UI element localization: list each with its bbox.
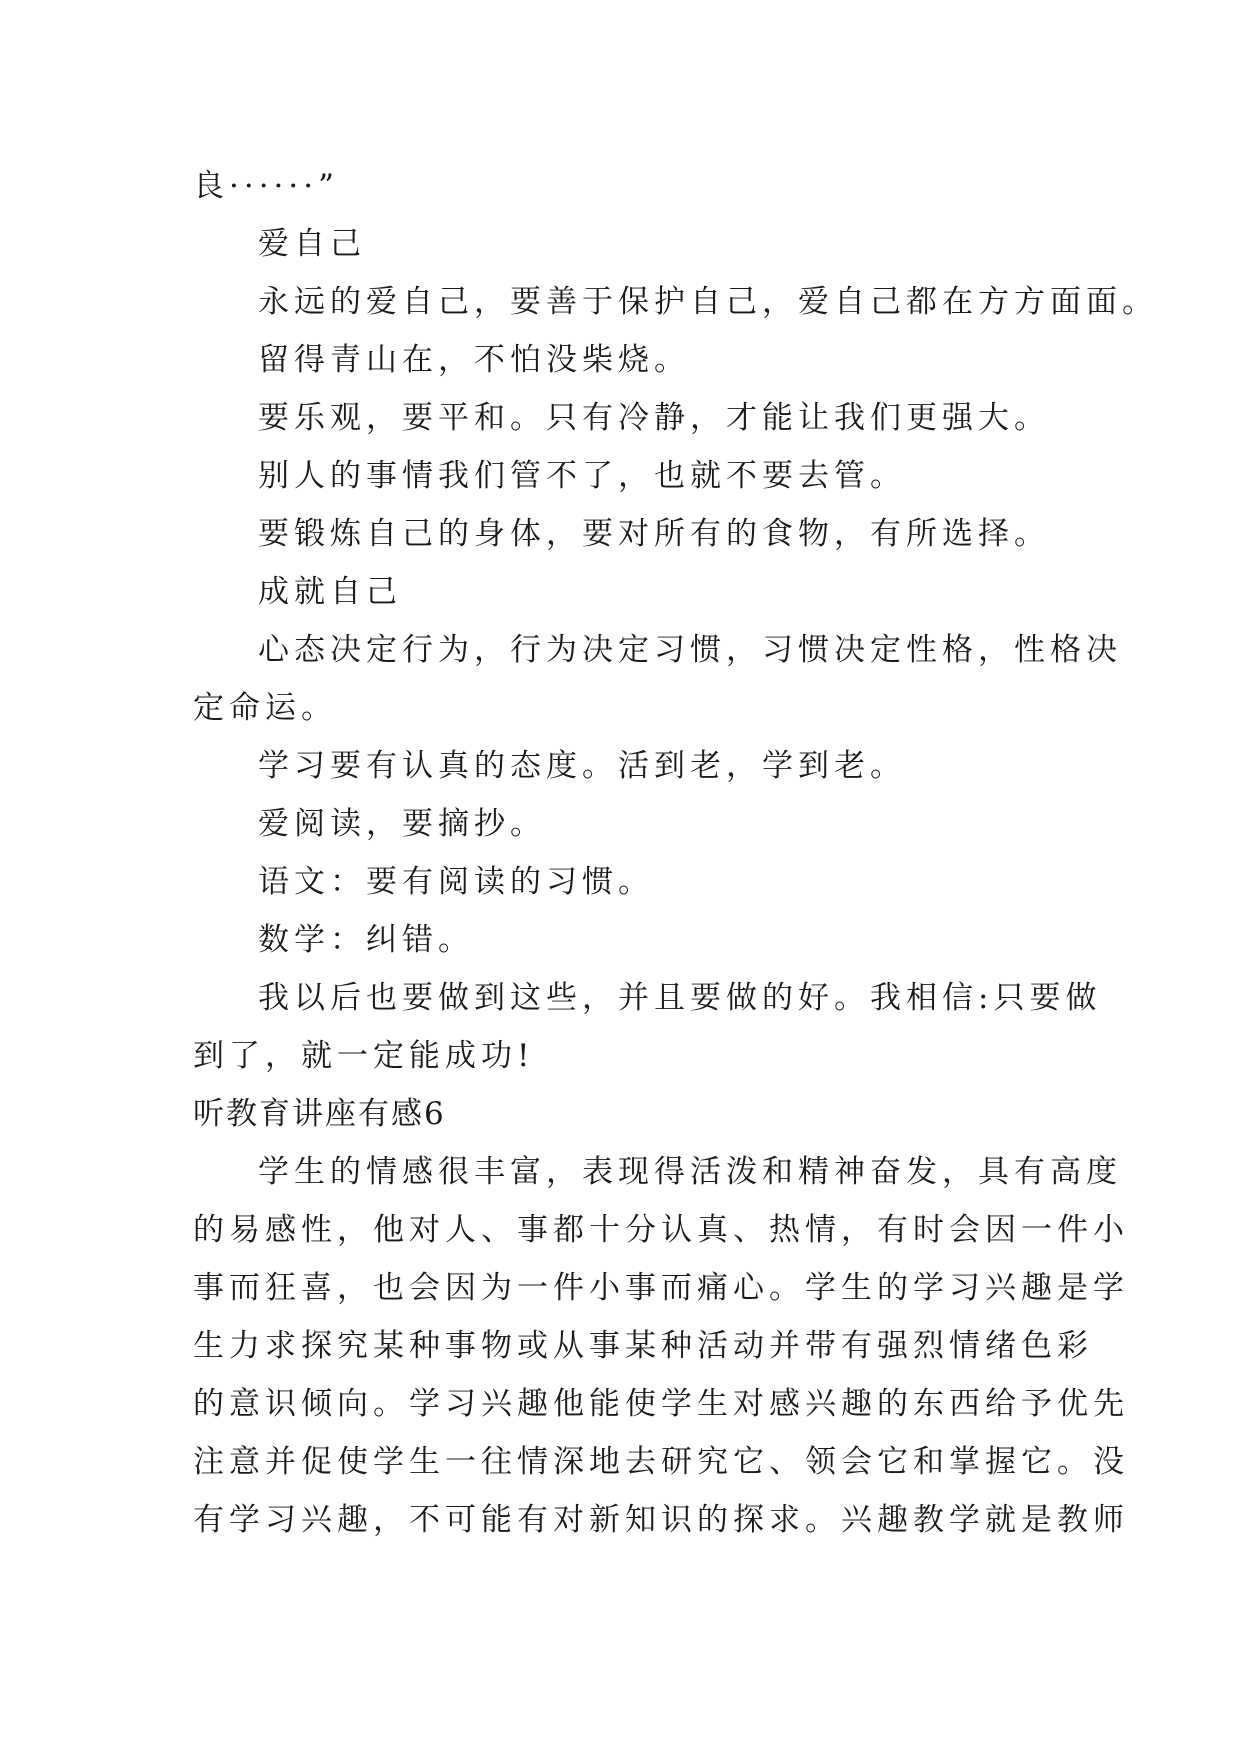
- text-line: 爱阅读，要摘抄。: [258, 806, 546, 842]
- article-title: 听教育讲座有感6: [193, 1096, 446, 1132]
- text-line: 定命运。: [193, 690, 337, 726]
- text-line: 的意识倾向。学习兴趣他能使学生对感兴趣的东西给予优先: [193, 1386, 1129, 1422]
- text-line: 要乐观，要平和。只有冷静，才能让我们更强大。: [258, 400, 1050, 436]
- text-line: 学习要有认真的态度。活到老，学到老。: [258, 748, 906, 784]
- text-line: 留得青山在，不怕没柴烧。: [258, 342, 690, 378]
- text-line: 语文：要有阅读的习惯。: [258, 864, 654, 900]
- text-line: 生力求探究某种事物或从事某种活动并带有强烈情绪色彩: [193, 1328, 1093, 1364]
- text-line: 注意并促使学生一往情深地去研究它、领会它和掌握它。没: [193, 1444, 1129, 1480]
- text-line: 永远的爱自己，要善于保护自己，爱自己都在方方面面。: [258, 284, 1158, 320]
- section-heading-love-self: 爱自己: [258, 226, 366, 262]
- text-line: 有学习兴趣，不可能有对新知识的探求。兴趣教学就是教师: [193, 1502, 1129, 1538]
- text-line: 要锻炼自己的身体，要对所有的食物，有所选择。: [258, 516, 1050, 552]
- text-line: 良······”: [193, 168, 339, 204]
- text-line: 的易感性，他对人、事都十分认真、热情，有时会因一件小: [193, 1212, 1129, 1248]
- text-line: 别人的事情我们管不了，也就不要去管。: [258, 458, 906, 494]
- text-line: 到了，就一定能成功!: [193, 1038, 535, 1074]
- text-line: 心态决定行为，行为决定习惯，习惯决定性格，性格决: [258, 632, 1122, 668]
- section-heading-achieve-self: 成就自己: [258, 574, 402, 610]
- text-line: 数学：纠错。: [258, 922, 474, 958]
- text-line: 我以后也要做到这些，并且要做的好。我相信:只要做: [258, 980, 1102, 1016]
- text-line: 学生的情感很丰富，表现得活泼和精神奋发，具有高度: [258, 1154, 1122, 1190]
- text-line: 事而狂喜，也会因为一件小事而痛心。学生的学习兴趣是学: [193, 1270, 1129, 1306]
